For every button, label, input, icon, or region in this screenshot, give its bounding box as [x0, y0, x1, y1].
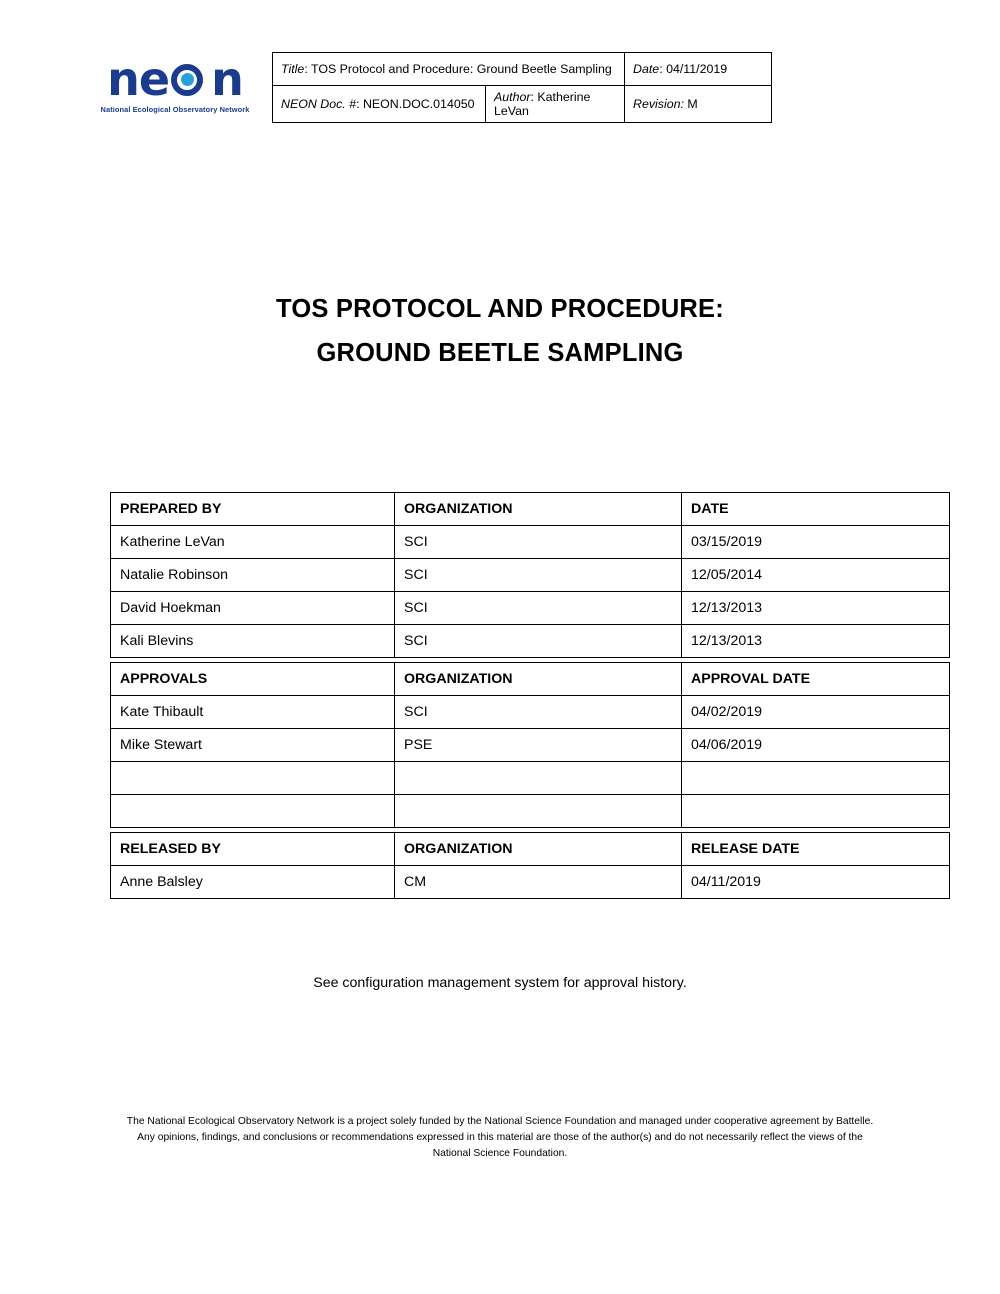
table-header-row: [111, 663, 950, 696]
column-header-organization: ORGANIZATION: [395, 663, 682, 696]
page-footer: [110, 1114, 890, 1162]
column-header-release-date: RELEASE DATE: [682, 833, 950, 866]
author-value: : Katherine LeVan: [494, 90, 591, 118]
table-row: [111, 559, 950, 592]
header-cell-revision: [625, 86, 772, 123]
prepared-by-table: [110, 492, 950, 658]
cell-date: [682, 762, 950, 795]
cell-organization: [395, 762, 682, 795]
cell-organization: SCI: [395, 559, 682, 592]
document-header: [86, 52, 906, 123]
neon-logo: [86, 52, 264, 114]
approval-history-note: See configuration management system for approval history.: [313, 975, 687, 991]
table-row: [111, 526, 950, 559]
cell-date: 04/11/2019: [682, 866, 950, 899]
table-header-row: [111, 493, 950, 526]
column-header-date: DATE: [682, 493, 950, 526]
table-row: [111, 762, 950, 795]
table-row: [111, 592, 950, 625]
footer-line-2: Any opinions, findings, and conclusions or recommendations expressed in this material are those of the author(s) and do not necessarily reflect the views of the: [137, 1131, 863, 1143]
column-header-prepared-by: PREPARED BY: [111, 493, 395, 526]
cell-organization: SCI: [395, 592, 682, 625]
cell-name: [111, 762, 395, 795]
approvals-table: [110, 662, 950, 828]
neon-wordmark: [107, 52, 243, 106]
logo-text-pre: ne: [107, 52, 170, 106]
table-row: [111, 729, 950, 762]
column-header-approvals: APPROVALS: [111, 663, 395, 696]
cell-name: Kali Blevins: [111, 625, 395, 658]
cell-name: Natalie Robinson: [111, 559, 395, 592]
cell-date: 04/02/2019: [682, 696, 950, 729]
header-info-table: [272, 52, 772, 123]
cell-name: Anne Balsley: [111, 866, 395, 899]
page-title-line1: TOS PROTOCOL AND PROCEDURE:: [276, 295, 724, 323]
header-cell-date: [625, 53, 772, 86]
date-label: Date: [633, 62, 660, 76]
header-cell-author: [486, 86, 625, 123]
cell-organization: SCI: [395, 526, 682, 559]
cell-date: 12/13/2013: [682, 592, 950, 625]
table-row: [111, 795, 950, 828]
date-value: : 04/11/2019: [659, 62, 728, 76]
table-header-row: [111, 833, 950, 866]
header-cell-title: [273, 53, 625, 86]
revision-value: M: [683, 97, 698, 111]
cell-organization: CM: [395, 866, 682, 899]
cell-name: Katherine LeVan: [111, 526, 395, 559]
table-row: [111, 866, 950, 899]
author-label: Author: [494, 90, 531, 104]
cell-name: David Hoekman: [111, 592, 395, 625]
cell-organization: PSE: [395, 729, 682, 762]
logo-text-post: n: [211, 52, 243, 106]
column-header-approval-date: APPROVAL DATE: [682, 663, 950, 696]
released-by-table: [110, 832, 950, 899]
cell-organization: [395, 795, 682, 828]
page-title-line2: GROUND BEETLE SAMPLING: [316, 338, 684, 367]
cell-organization: SCI: [395, 625, 682, 658]
header-row-title: [273, 53, 772, 86]
doc-value: : NEON.DOC.014050: [356, 97, 475, 111]
table-row: [111, 625, 950, 658]
table-row: [111, 696, 950, 729]
cell-date: 12/05/2014: [682, 559, 950, 592]
title-label: Title: [281, 62, 305, 76]
header-cell-docnum: [273, 86, 486, 123]
cell-date: 03/15/2019: [682, 526, 950, 559]
cell-date: 04/06/2019: [682, 729, 950, 762]
cell-name: Mike Stewart: [111, 729, 395, 762]
page-title: [0, 288, 1000, 376]
cell-name: [111, 795, 395, 828]
column-header-organization: ORGANIZATION: [395, 833, 682, 866]
logo-eye-icon: [169, 58, 211, 100]
column-header-released-by: RELEASED BY: [111, 833, 395, 866]
column-header-organization: ORGANIZATION: [395, 493, 682, 526]
footer-line-3: National Science Foundation.: [432, 1147, 568, 1159]
header-row-doc: [273, 86, 772, 123]
title-value: : TOS Protocol and Procedure: Ground Beetle Sampling: [304, 62, 612, 76]
doc-label: NEON Doc. #: [281, 97, 357, 111]
cell-date: 12/13/2013: [682, 625, 950, 658]
footer-line-1: The National Ecological Observatory Network is a project solely funded by the National Science Foundation and managed under cooperative agreement by Battelle.: [126, 1116, 874, 1127]
logo-tagline: National Ecological Observatory Network: [100, 105, 250, 114]
revision-label: Revision:: [633, 97, 684, 111]
cell-organization: SCI: [395, 696, 682, 729]
cell-name: Kate Thibault: [111, 696, 395, 729]
cell-date: [682, 795, 950, 828]
